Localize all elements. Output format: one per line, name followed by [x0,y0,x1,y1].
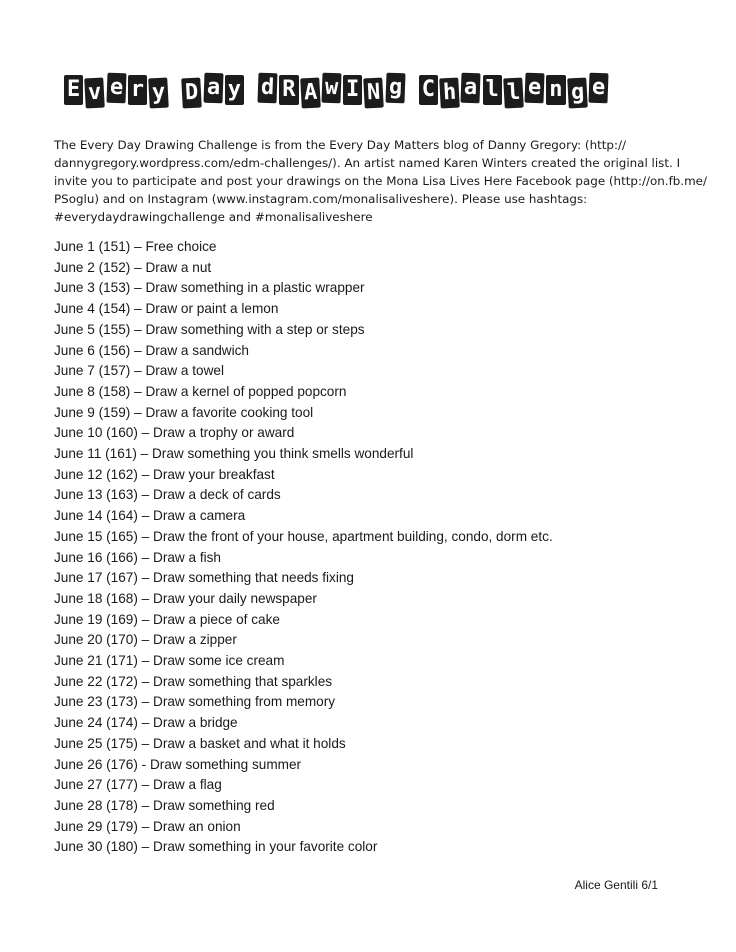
signature: Alice Gentili 6/1 [574,878,658,892]
title-letter: N [363,78,384,109]
title-word [258,75,405,105]
challenge-item: June 5 (155) – Draw something with a step or steps [54,321,365,337]
title-word [182,75,244,105]
challenge-item: June 27 (177) – Draw a flag [54,777,222,793]
challenge-item: June 8 (158) – Draw a kernel of popped popcorn [54,383,347,399]
title-letter: l [503,78,524,109]
title-letter: e [106,73,126,104]
challenge-item: June 17 (167) – Draw something that needs fixing [54,570,354,586]
challenge-item: June 29 (179) – Draw an onion [54,818,241,834]
intro-line: #everydaydrawingchallenge and #monalisaliveshere [54,210,373,224]
title-letter: h [439,78,460,109]
challenge-item: June 26 (176) - Draw something summer [54,756,302,772]
title-letter: w [321,73,341,104]
title-letter: A [300,78,321,109]
challenge-item: June 6 (156) – Draw a sandwich [54,342,249,358]
title-letter: l [483,75,502,105]
challenge-item: June 3 (153) – Draw something in a plastic wrapper [54,280,365,296]
title-letter: v [84,78,105,109]
challenge-list [54,237,694,858]
intro-line: dannygregory.wordpress.com/edm-challenges/). An artist named Karen Winters created the original list. I [54,156,681,170]
intro-line: The Every Day Drawing Challenge is from the Every Day Matters blog of Danny Gregory: (http:// [54,138,626,152]
challenge-item: June 18 (168) – Draw your daily newspaper [54,590,317,606]
challenge-item: June 10 (160) – Draw a trophy or award [54,425,295,441]
title-letter: a [203,73,223,104]
challenge-item: June 19 (169) – Draw a piece of cake [54,611,280,627]
title-letter: g [567,78,588,109]
challenge-item: June 25 (175) – Draw a basket and what it holds [54,735,346,751]
title-letter: e [524,73,544,104]
challenge-item: June 1 (151) – Free choice [54,239,217,254]
challenge-item: June 13 (163) – Draw a deck of cards [54,487,281,503]
page-title [64,70,664,110]
challenge-item: June 7 (157) – Draw a towel [54,363,225,379]
challenge-item: June 22 (172) – Draw something that sparkles [54,673,333,689]
title-letter: C [419,75,438,105]
title-word [64,75,168,105]
title-letter: E [64,75,83,105]
title-letter: r [128,75,147,105]
title-letter: D [181,78,202,109]
challenge-item: June 20 (170) – Draw a zipper [54,632,237,648]
title-letter: a [461,73,481,104]
challenge-item: June 21 (171) – Draw some ice cream [54,653,285,669]
challenge-item: June 11 (161) – Draw something you think smells wonderful [54,446,414,462]
challenge-item: June 2 (152) – Draw a nut [54,259,212,275]
title-word [419,75,608,105]
challenge-item: June 14 (164) – Draw a camera [54,508,246,524]
title-letter: y [225,75,244,105]
challenge-item: June 30 (180) – Draw something in your favorite color [54,839,378,855]
title-letter: R [279,75,298,105]
intro-line: invite you to participate and post your drawings on the Mona Lisa Lives Here Facebook page (http://on.fb.me/ [54,174,707,188]
challenge-item: June 9 (159) – Draw a favorite cooking tool [54,404,314,420]
title-letter: n [546,75,565,105]
intro-line: PSoglu) and on Instagram (www.instagram.com/monalisaliveshere). Please use hashtags: [54,192,588,206]
challenge-item: June 28 (178) – Draw something red [54,797,275,813]
challenge-item: June 15 (165) – Draw the front of your house, apartment building, condo, dorm etc. [54,528,553,544]
title-letter: g [385,73,405,104]
intro-paragraph [54,136,707,226]
title-letter: y [148,78,169,109]
title-letter: d [257,73,277,104]
challenge-item: June 23 (173) – Draw something from memory [54,694,336,710]
title-letter: e [588,73,608,104]
challenge-item: June 4 (154) – Draw or paint a lemon [54,301,279,317]
challenge-item: June 12 (162) – Draw your breakfast [54,466,275,482]
challenge-item: June 16 (166) – Draw a fish [54,549,221,565]
challenge-item: June 24 (174) – Draw a bridge [54,715,238,731]
title-letter: I [343,75,362,105]
